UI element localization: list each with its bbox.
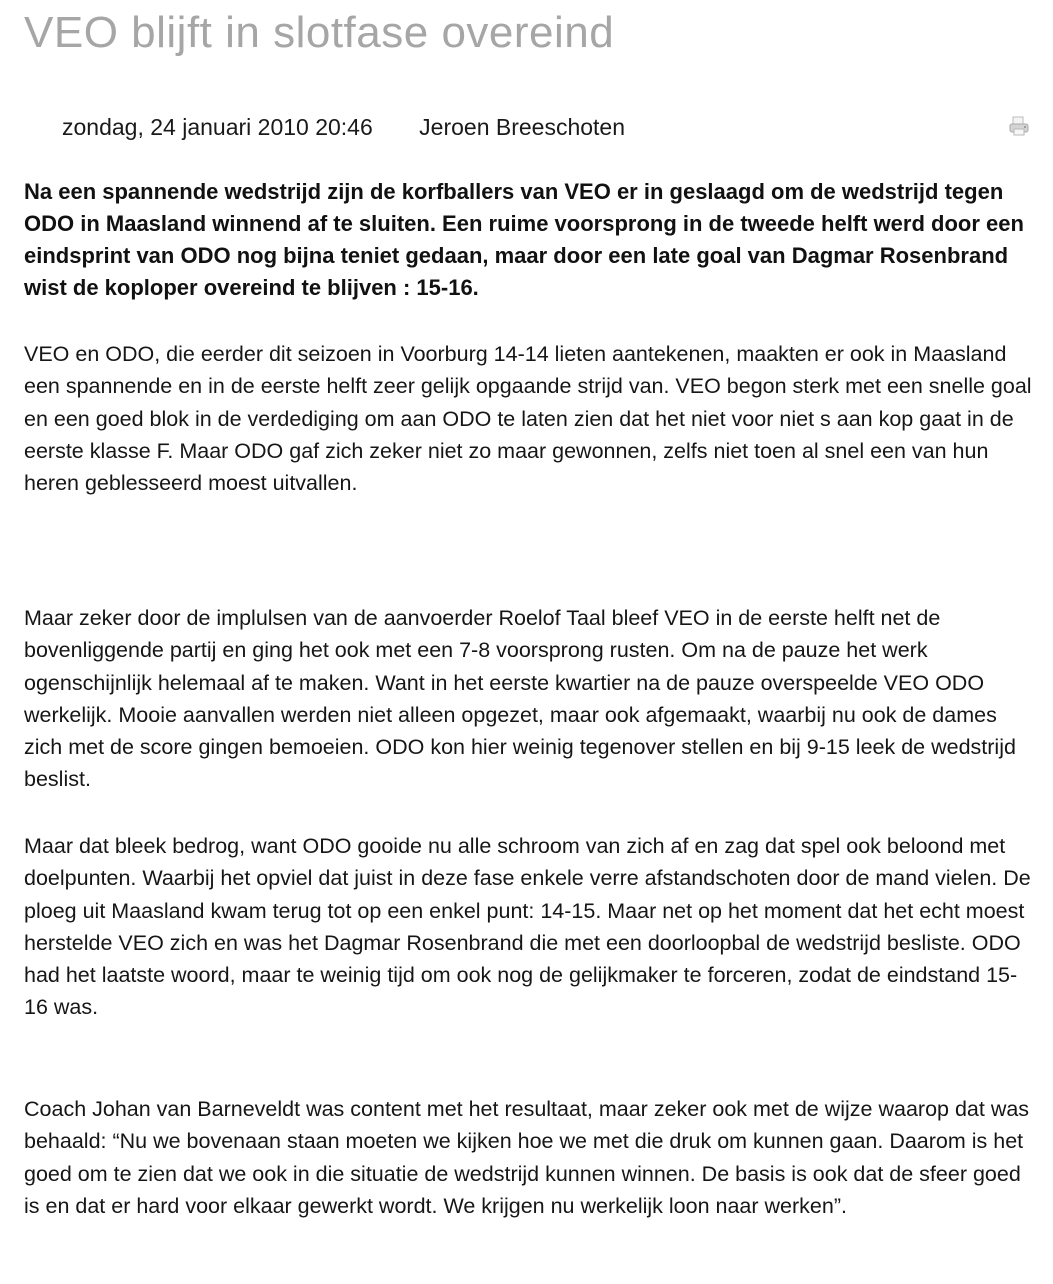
article-title: VEO blijft in slotfase overeind [24, 8, 615, 57]
article-paragraph: Coach Johan van Barneveldt was content met het resultaat, maar zeker ook met de wijze waarop dat was behaald: “Nu we bovenaan staan moeten we kijken hoe we met die druk om kunnen gaan. Daarom is het goed om te zien dat we ook in die situatie de wedstrijd kunnen winnen. De basis is ook dat de sfeer goed is en dat er hard voor elkaar gewerkt wordt. We krijgen nu werkelijk loon naar werken”. [24, 1097, 1030, 1218]
article-meta [62, 114, 625, 141]
article-author: Jeroen Breeschoten [419, 114, 626, 140]
article-paragraph: Maar zeker door de implulsen van de aanvoerder Roelof Taal bleef VEO in de eerste helft net de bovenliggende partij en ging het ook met een 7-8 voorsprong rusten. Om na de pauze het werk ogenschijnlijk helemaal af te maken. Want in het eerste kwartier na de pauze overspeelde VEO ODO werkelijk. Mooie aanvallen werden niet alleen opgezet, maar ook afgemaakt, waarbij nu ook de dames zich met de score gingen bemoeien. ODO kon hier weinig tegenover stellen en bij 9-15 leek de wedstrijd beslist. [24, 606, 1016, 792]
printer-icon[interactable] [1008, 115, 1030, 137]
article-date: zondag, 24 januari 2010 20:46 [62, 114, 373, 140]
article-paragraph: Maar dat bleek bedrog, want ODO gooide nu alle schroom van zich af en zag dat spel ook beloond met doelpunten. Waarbij het opviel dat juist in deze fase enkele verre afstandschoten door de mand vielen. De ploeg uit Maasland kwam terug tot op een enkel punt: 14-15. Maar net op het moment dat het echt moest herstelde VEO zich en was het Dagmar Rosenbrand die met een doorloopbal de wedstrijd besliste. ODO had het laatste woord, maar te weinig tijd om ook nog de gelijkmaker te forceren, zodat de eindstand 15-16 was. [24, 834, 1031, 1020]
article-paragraph: VEO en ODO, die eerder dit seizoen in Voorburg 14-14 lieten aantekenen, maakten er ook in Maasland een spannende en in de eerste helft zeer gelijk opgaande strijd van. VEO begon sterk met een snelle goal en een goed blok in de verdediging om aan ODO te laten zien dat het niet voor niet s aan kop gaat in de eerste klasse F. Maar ODO gaf zich zeker niet zo maar gewonnen, zelfs niet toen al snel een van hun heren geblesseerd moest uitvallen. [24, 342, 1032, 496]
article-lead: Na een spannende wedstrijd zijn de korfballers van VEO er in geslaagd om de wedstrijd tegen ODO in Maasland winnend af te sluiten. Een ruime voorsprong in de tweede helft werd door een eindsprint van ODO nog bijna teniet gedaan, maar door een late goal van Dagmar Rosenbrand wist de koploper overeind te blijven : 15-16. [24, 179, 1024, 300]
